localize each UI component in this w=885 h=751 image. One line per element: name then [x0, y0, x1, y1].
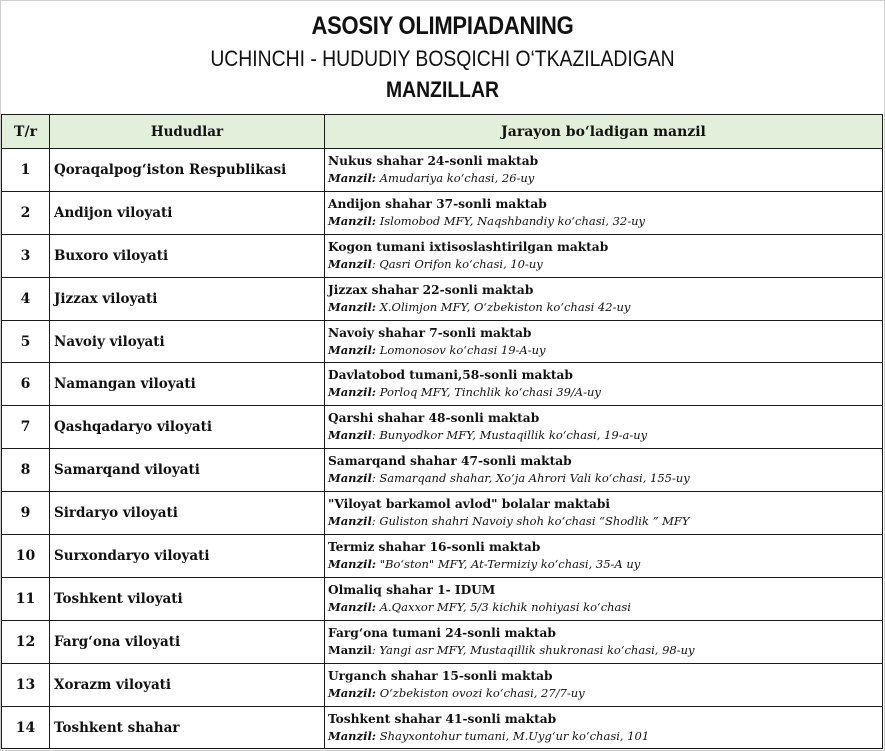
row-number: 11: [2, 577, 50, 620]
table-row: [2, 191, 883, 234]
address-label: Manzil:: [328, 556, 377, 571]
address-label: Manzil:: [328, 213, 377, 228]
address-text: Porloq MFY, Tinchlik ko‘chasi 39/A-uy: [376, 385, 601, 400]
address-text: : Samarqand shahar, Xo‘ja Ahrori Vali ko‘chasi, 155-uy: [371, 471, 690, 486]
venue-cell: [325, 277, 883, 320]
row-number: 2: [2, 191, 50, 234]
school-name: Samarqand shahar 47-sonli maktab: [328, 454, 572, 469]
address-label: Manzil: [328, 642, 372, 657]
school-name: Davlatobod tumani,58-sonli maktab: [328, 368, 573, 383]
row-number: 8: [2, 449, 50, 492]
table-row: [2, 492, 883, 535]
venue-cell: [325, 149, 883, 192]
address-text: X.Olimjon MFY, O‘zbekiston ko‘chasi 42-uy: [376, 299, 631, 314]
header-venue-address: Jarayon bo‘ladigan manzil: [325, 115, 883, 149]
row-number: 5: [2, 320, 50, 363]
row-number: 10: [2, 535, 50, 578]
address-line: [328, 213, 882, 230]
school-name: Olmaliq shahar 1- IDUM: [328, 582, 496, 597]
address-label: Manzil:: [328, 385, 377, 400]
address-text: : Qasri Orifon ko‘chasi, 10-uy: [371, 256, 543, 271]
table-row: [2, 363, 883, 406]
region-name: Qashqadaryo viloyati: [50, 406, 325, 449]
school-name: "Viloyat barkamol avlod" bolalar maktabi: [328, 497, 611, 512]
venue-cell: [325, 363, 883, 406]
address-label: Manzil:: [328, 728, 377, 743]
header-number: T/r: [2, 115, 50, 149]
school-name: Andijon shahar 37-sonli maktab: [328, 196, 547, 211]
table-row: [2, 663, 883, 706]
address-label: Manzil:: [328, 685, 377, 700]
address-line: [328, 427, 882, 444]
row-number: 4: [2, 277, 50, 320]
address-line: [328, 513, 882, 530]
region-name: Sirdaryo viloyati: [50, 492, 325, 535]
region-name: Samarqand viloyati: [50, 449, 325, 492]
address-text: O‘zbekiston ovozi ko‘chasi, 27/7-uy: [376, 685, 585, 700]
table-row: [2, 449, 883, 492]
table-row: [2, 320, 883, 363]
venue-cell: [325, 191, 883, 234]
venue-cell: [325, 492, 883, 535]
title-line-1: ASOSIY OLIMPIADANING: [311, 12, 574, 40]
title-line-2: UCHINCHI - HUDUDIY BOSQICHI O‘TKAZILADIGAN: [210, 46, 675, 71]
table-row: [2, 277, 883, 320]
address-line: [328, 685, 882, 702]
table-row: [2, 577, 883, 620]
address-line: [328, 170, 882, 187]
address-label: Manzil:: [328, 170, 377, 185]
table-row: [2, 406, 883, 449]
school-name: Jizzax shahar 22-sonli maktab: [328, 282, 534, 297]
row-number: 9: [2, 492, 50, 535]
address-label: Manzil: [328, 428, 372, 443]
address-text: : Guliston shahri Navoiy shoh ko‘chasi “Shodlik ” MFY: [371, 514, 690, 529]
address-label: Manzil:: [328, 599, 377, 614]
row-number: 1: [2, 149, 50, 192]
venue-cell: [325, 620, 883, 663]
region-name: Surxondaryo viloyati: [50, 535, 325, 578]
address-line: [328, 299, 882, 316]
school-name: Navoiy shahar 7-sonli maktab: [328, 325, 532, 340]
school-name: Nukus shahar 24-sonli maktab: [328, 153, 539, 168]
venue-cell: [325, 706, 883, 749]
school-name: Urganch shahar 15-sonli maktab: [328, 668, 553, 683]
region-name: Farg‘ona viloyati: [50, 620, 325, 663]
address-text: A.Qaxxor MFY, 5/3 kichik nohiyasi ko‘chasi: [376, 599, 631, 614]
region-name: Namangan viloyati: [50, 363, 325, 406]
venues-table: [1, 114, 883, 749]
table-row: [2, 234, 883, 277]
region-name: Buxoro viloyati: [50, 234, 325, 277]
table-row: [2, 149, 883, 192]
address-text: Lomonosov ko‘chasi 19-A-uy: [376, 342, 546, 357]
venue-cell: [325, 663, 883, 706]
region-name: Qoraqalpog‘iston Respublikasi: [50, 149, 325, 192]
venue-cell: [325, 535, 883, 578]
school-name: Farg‘ona tumani 24-sonli maktab: [328, 625, 556, 640]
address-line: [328, 256, 882, 273]
row-number: 12: [2, 620, 50, 663]
address-text: "Bo‘ston" MFY, At-Termiziy ko‘chasi, 35-A uy: [376, 556, 641, 571]
row-number: 13: [2, 663, 50, 706]
address-line: [328, 599, 882, 616]
venue-cell: [325, 234, 883, 277]
address-label: Manzil: [328, 256, 372, 271]
region-name: Andijon viloyati: [50, 191, 325, 234]
venue-cell: [325, 577, 883, 620]
venue-cell: [325, 406, 883, 449]
region-name: Toshkent viloyati: [50, 577, 325, 620]
document-title: [0, 0, 885, 114]
address-text: : Yangi asr MFY, Mustaqillik shukronasi ko‘chasi, 98-uy: [371, 642, 695, 657]
school-name: Kogon tumani ixtisoslashtirilgan maktab: [328, 239, 609, 254]
table-header-row: [2, 115, 883, 149]
address-label: Manzil: [328, 514, 372, 529]
row-number: 14: [2, 706, 50, 749]
table-row: [2, 706, 883, 749]
address-text: Islomobod MFY, Naqshbandiy ko‘chasi, 32-uy: [376, 213, 646, 228]
address-label: Manzil: [328, 471, 372, 486]
address-label: Manzil:: [328, 342, 377, 357]
address-line: [328, 642, 882, 659]
venue-cell: [325, 449, 883, 492]
address-line: [328, 470, 882, 487]
region-name: Navoiy viloyati: [50, 320, 325, 363]
school-name: Toshkent shahar 41-sonli maktab: [328, 711, 557, 726]
address-line: [328, 384, 882, 401]
address-line: [328, 556, 882, 573]
region-name: Jizzax viloyati: [50, 277, 325, 320]
row-number: 7: [2, 406, 50, 449]
venue-cell: [325, 320, 883, 363]
address-line: [328, 342, 882, 359]
row-number: 6: [2, 363, 50, 406]
school-name: Qarshi shahar 48-sonli maktab: [328, 411, 540, 426]
school-name: Termiz shahar 16-sonli maktab: [328, 539, 541, 554]
region-name: Xorazm viloyati: [50, 663, 325, 706]
address-text: Shayxontohur tumani, M.Uyg‘ur ko‘chasi, 101: [376, 728, 650, 743]
title-line-3: MANZILLAR: [386, 77, 499, 102]
address-label: Manzil:: [328, 299, 377, 314]
header-regions: Hududlar: [50, 115, 325, 149]
row-number: 3: [2, 234, 50, 277]
table-row: [2, 620, 883, 663]
region-name: Toshkent shahar: [50, 706, 325, 749]
table-row: [2, 535, 883, 578]
address-text: : Bunyodkor MFY, Mustaqillik ko‘chasi, 19-a-uy: [371, 428, 648, 443]
address-text: Amudariya ko‘chasi, 26-uy: [376, 170, 535, 185]
address-line: [328, 728, 882, 745]
